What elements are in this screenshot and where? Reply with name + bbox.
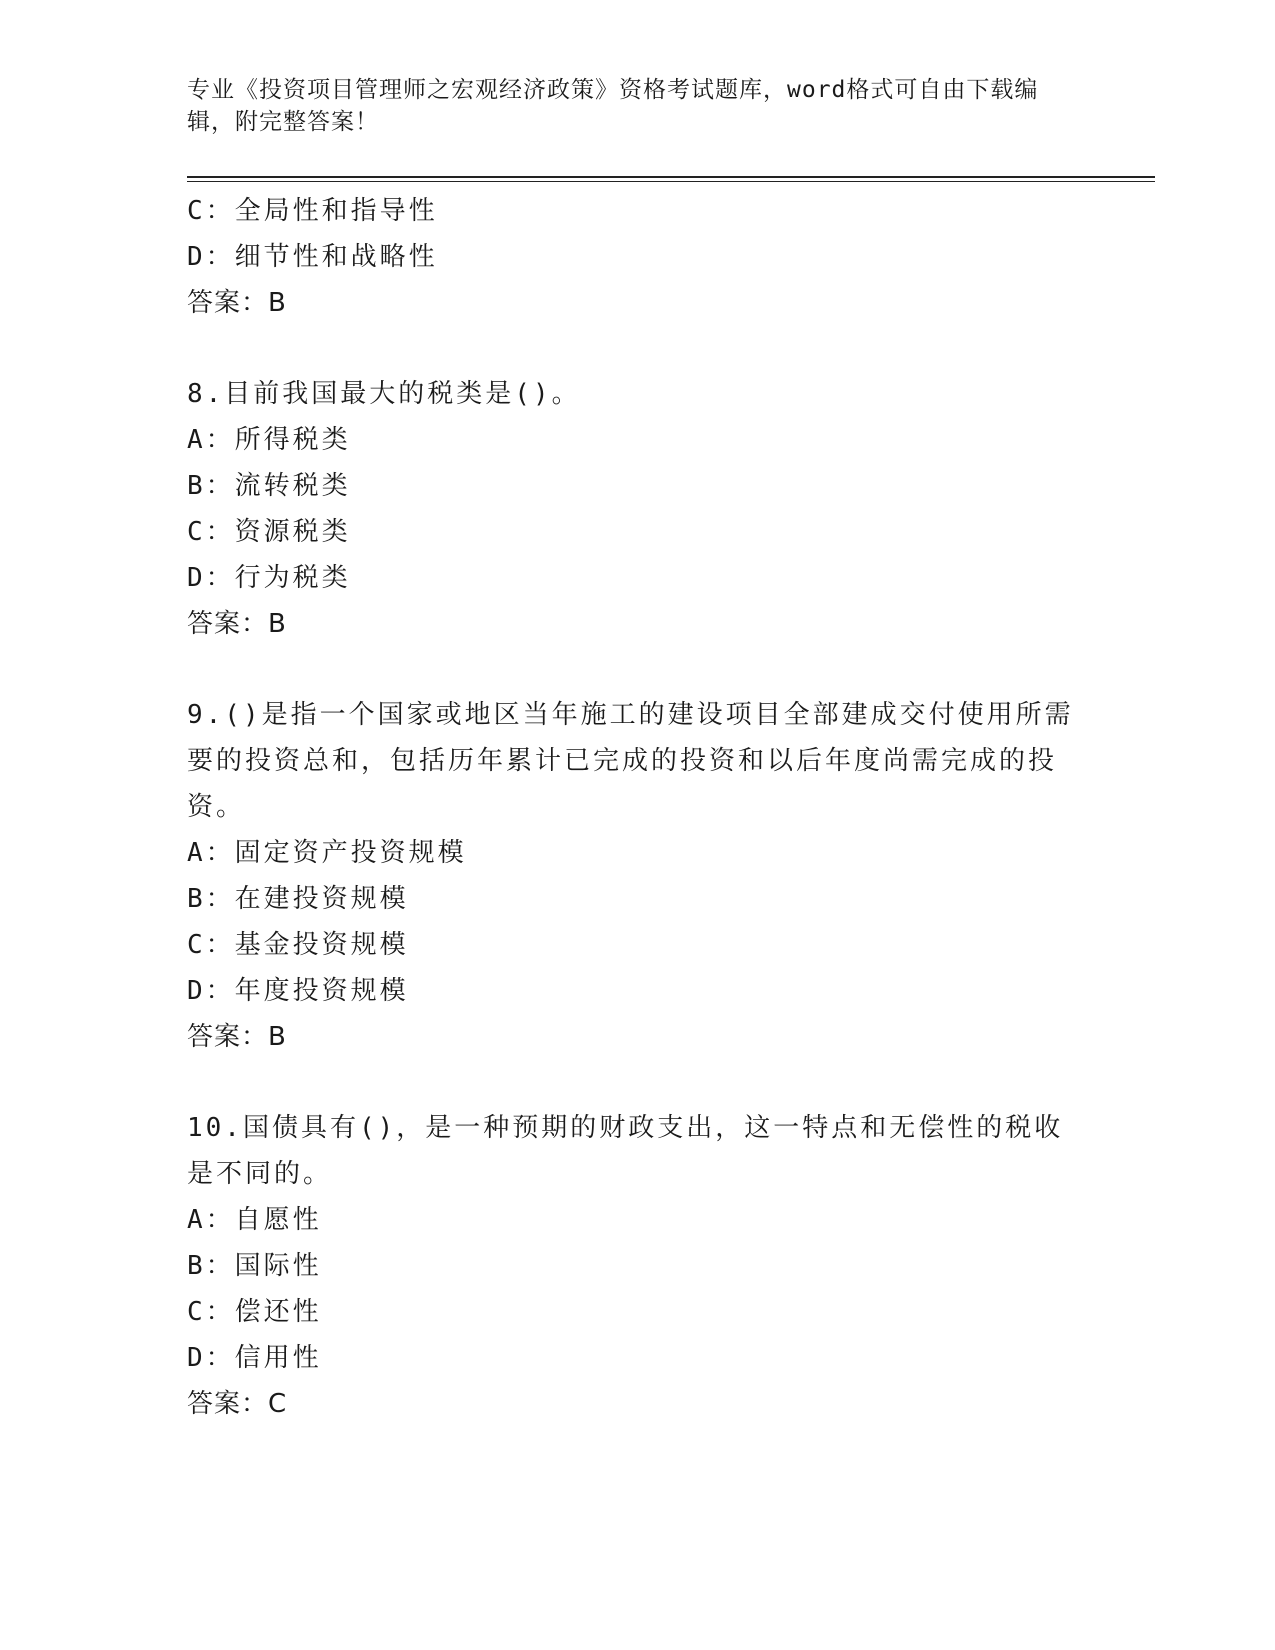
- answer: 答案：B: [187, 288, 287, 318]
- answer: 答案：C: [187, 1389, 288, 1419]
- answer: 答案：B: [187, 1022, 287, 1052]
- question-stem: 8.目前我国最大的税类是()。: [187, 379, 581, 409]
- question-stem: 9.()是指一个国家或地区当年施工的建设项目全部建成交付使用所需要的投资总和，包括历年累计已完成的投资和以后年度尚需完成的投资。: [187, 700, 1074, 822]
- option-c: C：资源税类: [187, 517, 351, 547]
- option-a: A：自愿性: [187, 1205, 322, 1235]
- option-d: D：细节性和战略性: [187, 242, 438, 272]
- question-9: [187, 692, 1087, 1060]
- option-d: D：年度投资规模: [187, 976, 409, 1006]
- question-7-continued: [187, 188, 1087, 326]
- option-b: B：在建投资规模: [187, 884, 409, 914]
- option-c: C：基金投资规模: [187, 930, 409, 960]
- option-b: B：流转税类: [187, 471, 351, 501]
- header-rule: [187, 176, 1155, 178]
- question-10: [187, 1105, 1087, 1427]
- answer: 答案：B: [187, 609, 287, 639]
- question-8: [187, 371, 1087, 647]
- option-a: A：固定资产投资规模: [187, 838, 467, 868]
- document-header: 专业《投资项目管理师之宏观经济政策》资格考试题库，word格式可自由下载编辑，附完整答案！: [187, 77, 1039, 135]
- question-stem: 10.国债具有()，是一种预期的财政支出，这一特点和无偿性的税收是不同的。: [187, 1113, 1064, 1189]
- option-c: C：偿还性: [187, 1297, 322, 1327]
- header-rule-thin: [187, 181, 1155, 182]
- option-d: D：行为税类: [187, 563, 351, 593]
- option-d: D：信用性: [187, 1343, 322, 1373]
- option-c: C：全局性和指导性: [187, 196, 438, 226]
- option-a: A：所得税类: [187, 425, 351, 455]
- option-b: B：国际性: [187, 1251, 322, 1281]
- question-list: [187, 188, 1087, 1427]
